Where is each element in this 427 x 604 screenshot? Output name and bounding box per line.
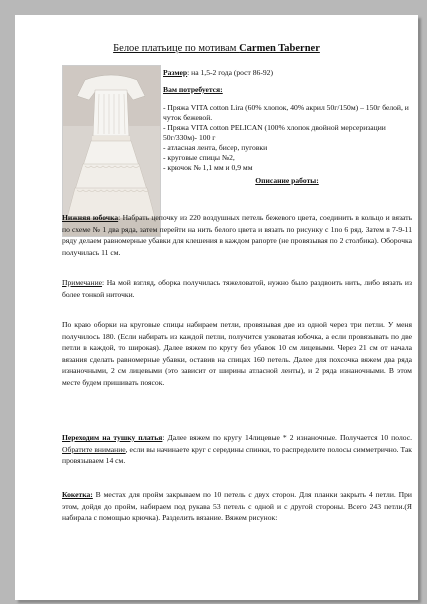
skirt-text: : Набрать цепочку из 220 воздушных петель бежевого цвета, соединить в кольцо и вязать по схеме № 1 два ряда, затем перейти на нить белого цвета и вязать по рисунку с 1по 6 ряд. Затем в 7-9-11 ряду делаем равномерные убавки для клешения в каждом рапорте (не провязывая по 2 столбика). Оборочка получилась 11 см.: [62, 213, 412, 257]
skirt-label: Нижняя юбочка: [62, 213, 119, 222]
yoke-paragraph: [62, 489, 412, 524]
document-page: [15, 15, 418, 600]
description-heading: Описание работы:: [255, 176, 319, 185]
page-title: [15, 43, 418, 54]
note-label: Примечание: [62, 278, 103, 287]
material-item: - атласная лента, бисер, пуговки: [163, 143, 268, 152]
bodice-paragraph: Переходим на тушку платья: Далее вяжем по кругу 14лицевые * 2 изнаночные. Получается 10 полос. Обратите внимание, если вы начинаете круг с середины спинки, то распределите полосы симметрично. Так провязываем 14 см.: [62, 433, 412, 466]
material-item: - круговые спицы №2,: [163, 153, 235, 162]
yoke-text: В местах для пройм закрываем по 10 петель с двух сторон. Для планки закрыть 4 петли. При этом, дойдя до пройм, набираем под рукава 53 петель с одной и с другой стороны. Всего 243 петли.(Я набирала с помощью крючка). Разделить вязание. Вяжем рисунок:: [62, 490, 412, 523]
size-line: [163, 68, 411, 78]
attention-note: Обратите внимание: [62, 444, 126, 454]
header-info: [163, 68, 411, 186]
note-text: : На мой взгляд, оборка получилась тяжеловатой, нужно было раздвоить нить, либо вязать из более тонкой ниточки.: [62, 278, 412, 299]
material-item: - Пряжа VITA cotton PELICAN (100% хлопок двойной мерсеризации 50г/330м)- 100 г: [163, 123, 386, 142]
yoke-label: Кокетка:: [62, 490, 93, 499]
knitting-text: По краю оборки на круговые спицы набираем петли, провязывая две из одной через три петли. У меня получилось 180. (Если набирать из каждой петли, получится узковатая юбочка, а если провязывать по две петли в каждой, то широкая). Далее вяжем по кругу без убавок 10 см лицевыми. Через 21 см от начала вязания сделать равномерные убавки, оставив на спицах 160 петель. Далее для похсочка вяжем два ряда изнаночными, 2 см лицевыми (это зависит от ширины атласной ленты), и 2 ряда изнаночными. В этом месте будем пришивать поясок.: [62, 320, 412, 387]
title-text: Белое платьице по мотивам: [113, 43, 240, 54]
size-label: Размер: [163, 68, 188, 77]
note-paragraph: [62, 277, 412, 300]
knitting-paragraph: [62, 319, 412, 389]
materials-heading: Вам потребуется:: [163, 85, 223, 94]
bodice-label: Переходим на тушку платья: [62, 433, 163, 442]
material-item: - крючок № 1,1 мм и 0,9 мм: [163, 163, 253, 172]
material-item: - Пряжа VITA cotton Lira (60% хлопок, 40% акрил 50г/150м) – 150г белой, и чуток бежевой.: [163, 103, 409, 122]
skirt-paragraph: [62, 212, 412, 258]
size-value: : на 1,5-2 года (рост 86-92): [187, 68, 273, 77]
title-name: Carmen Taberner: [239, 43, 320, 54]
